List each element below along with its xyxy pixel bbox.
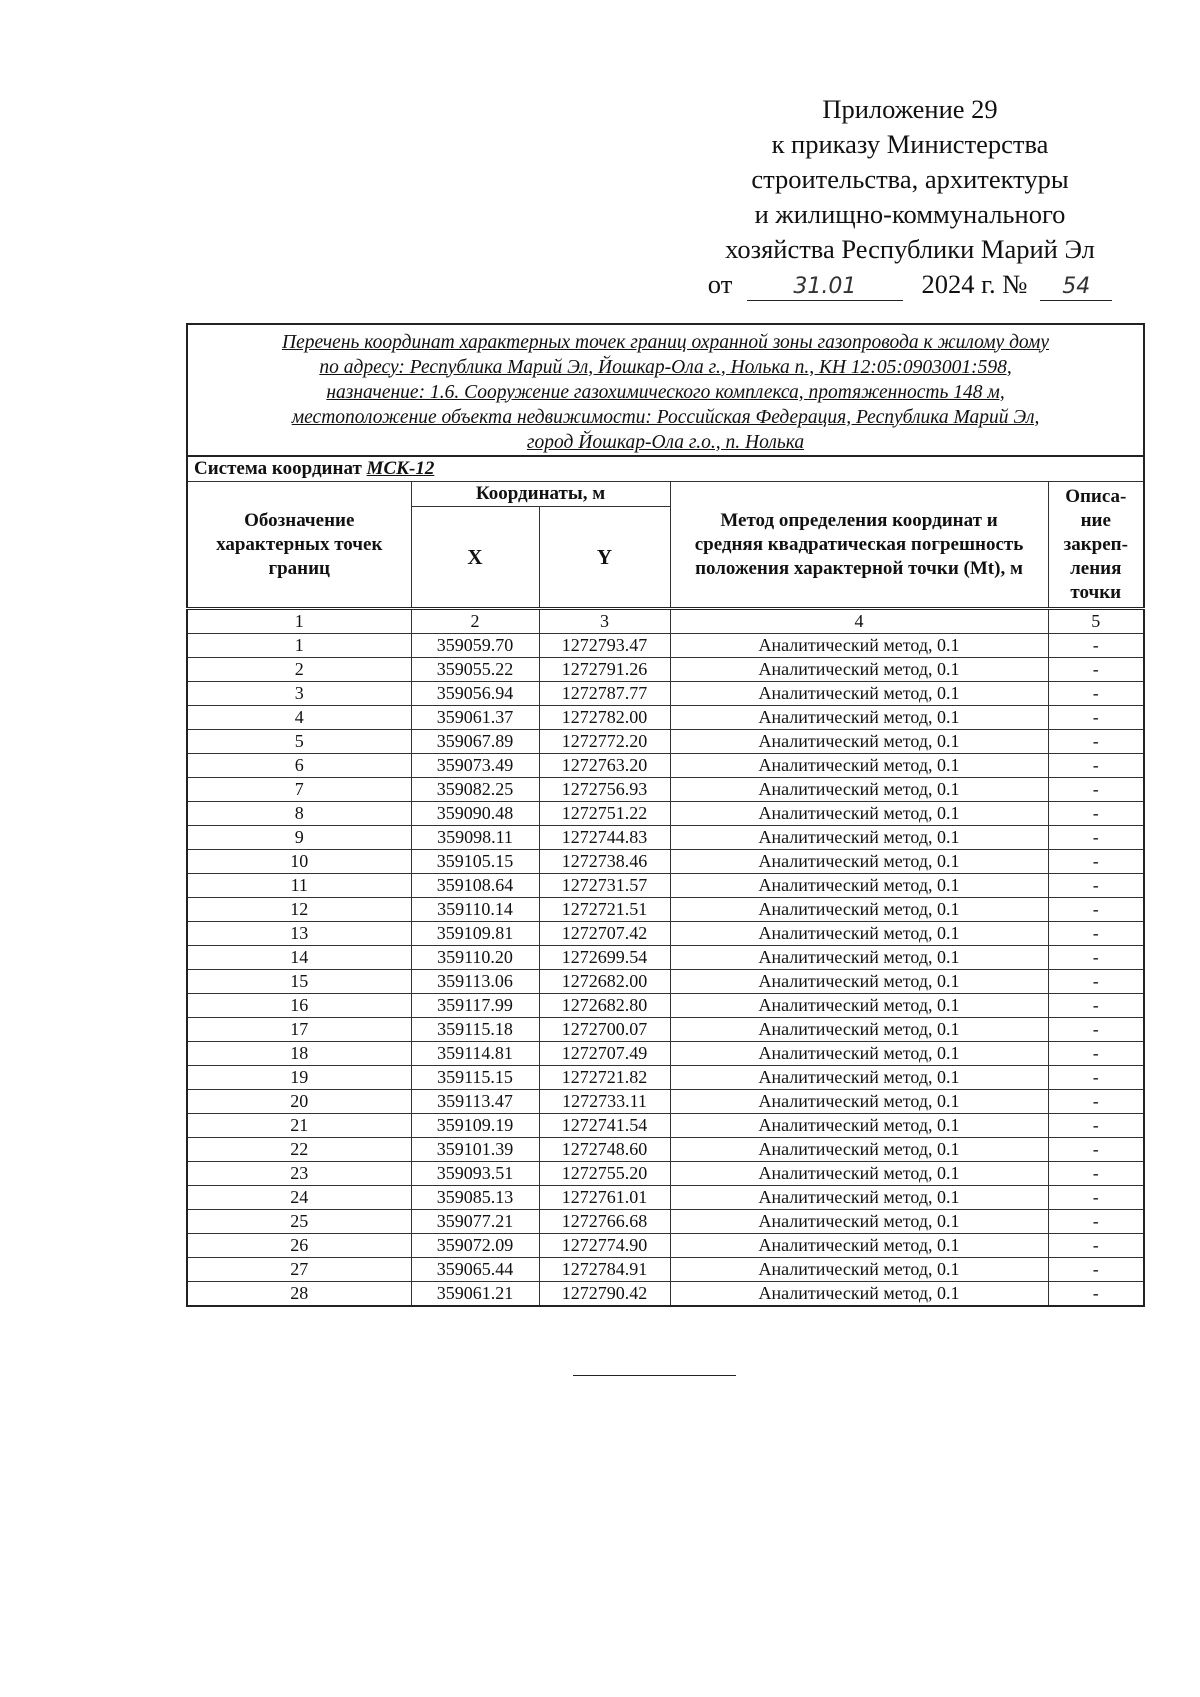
description-cell: -: [1048, 1114, 1144, 1138]
header-line: строительства, архитектуры: [751, 164, 1069, 194]
table-row: [187, 898, 1144, 922]
method-cell: Аналитический метод, 0.1: [670, 1210, 1048, 1234]
y-coordinate-cell: 1272744.83: [539, 826, 670, 850]
point-number-cell: 21: [187, 1114, 411, 1138]
x-coordinate-cell: 359077.21: [411, 1210, 539, 1234]
point-number-cell: 13: [187, 922, 411, 946]
header-line: к приказу Министерства: [771, 129, 1049, 159]
description-cell: -: [1048, 1138, 1144, 1162]
method-cell: Аналитический метод, 0.1: [670, 922, 1048, 946]
column-number: 4: [670, 609, 1048, 634]
point-number-cell: 17: [187, 1018, 411, 1042]
table-row: [187, 634, 1144, 658]
description-cell: -: [1048, 1042, 1144, 1066]
date-prefix: от: [707, 269, 733, 299]
y-coordinate-cell: 1272751.22: [539, 802, 670, 826]
year-number-label: 2024 г. №: [921, 269, 1028, 299]
point-number-cell: 11: [187, 874, 411, 898]
method-cell: Аналитический метод, 0.1: [670, 1162, 1048, 1186]
method-cell: Аналитический метод, 0.1: [670, 634, 1048, 658]
x-coordinate-cell: 359114.81: [411, 1042, 539, 1066]
description-cell: -: [1048, 922, 1144, 946]
y-coordinate-cell: 1272741.54: [539, 1114, 670, 1138]
y-coordinate-cell: 1272784.91: [539, 1258, 670, 1282]
point-number-cell: 7: [187, 778, 411, 802]
header-description: Описа-ние закреп-ления точки: [1048, 482, 1144, 609]
table-row: [187, 1114, 1144, 1138]
method-cell: Аналитический метод, 0.1: [670, 1066, 1048, 1090]
method-cell: Аналитический метод, 0.1: [670, 1282, 1048, 1307]
x-coordinate-cell: 359117.99: [411, 994, 539, 1018]
y-coordinate-cell: 1272707.42: [539, 922, 670, 946]
x-coordinate-cell: 359101.39: [411, 1138, 539, 1162]
description-cell: -: [1048, 706, 1144, 730]
coordinate-system-value: МСК-12: [366, 458, 435, 479]
x-coordinate-cell: 359061.37: [411, 706, 539, 730]
point-number-cell: 20: [187, 1090, 411, 1114]
method-cell: Аналитический метод, 0.1: [670, 850, 1048, 874]
x-coordinate-cell: 359105.15: [411, 850, 539, 874]
point-number-cell: 28: [187, 1282, 411, 1307]
column-number-row: [187, 609, 1144, 634]
description-cell: -: [1048, 1210, 1144, 1234]
end-rule: [573, 1375, 736, 1376]
table-row: [187, 1162, 1144, 1186]
point-number-cell: 18: [187, 1042, 411, 1066]
method-cell: Аналитический метод, 0.1: [670, 1042, 1048, 1066]
description-cell: -: [1048, 754, 1144, 778]
x-coordinate-cell: 359056.94: [411, 682, 539, 706]
method-cell: Аналитический метод, 0.1: [670, 778, 1048, 802]
table-row: [187, 1282, 1144, 1307]
method-cell: Аналитический метод, 0.1: [670, 946, 1048, 970]
point-number-cell: 8: [187, 802, 411, 826]
description-cell: -: [1048, 970, 1144, 994]
description-cell: -: [1048, 1234, 1144, 1258]
column-number: 3: [539, 609, 670, 634]
description-cell: -: [1048, 1018, 1144, 1042]
table-row: [187, 994, 1144, 1018]
point-number-cell: 15: [187, 970, 411, 994]
table-row: [187, 946, 1144, 970]
description-cell: -: [1048, 1258, 1144, 1282]
y-coordinate-cell: 1272787.77: [539, 682, 670, 706]
method-cell: Аналитический метод, 0.1: [670, 1090, 1048, 1114]
method-cell: Аналитический метод, 0.1: [670, 994, 1048, 1018]
point-number-cell: 19: [187, 1066, 411, 1090]
description-cell: -: [1048, 730, 1144, 754]
table-row: [187, 802, 1144, 826]
x-coordinate-cell: 359067.89: [411, 730, 539, 754]
y-coordinate-cell: 1272682.00: [539, 970, 670, 994]
y-coordinate-cell: 1272761.01: [539, 1186, 670, 1210]
x-coordinate-cell: 359109.81: [411, 922, 539, 946]
y-coordinate-cell: 1272731.57: [539, 874, 670, 898]
description-cell: -: [1048, 1186, 1144, 1210]
header-line: Приложение 29: [822, 94, 998, 124]
table-row: [187, 1234, 1144, 1258]
table-row: [187, 1042, 1144, 1066]
table-row: [187, 682, 1144, 706]
x-coordinate-cell: 359061.21: [411, 1282, 539, 1307]
point-number-cell: 1: [187, 634, 411, 658]
coordinate-system-row: [187, 456, 1144, 482]
point-number-cell: 14: [187, 946, 411, 970]
description-cell: -: [1048, 778, 1144, 802]
y-coordinate-cell: 1272738.46: [539, 850, 670, 874]
y-coordinate-cell: 1272748.60: [539, 1138, 670, 1162]
method-cell: Аналитический метод, 0.1: [670, 970, 1048, 994]
x-coordinate-cell: 359110.20: [411, 946, 539, 970]
description-cell: -: [1048, 946, 1144, 970]
point-number-cell: 23: [187, 1162, 411, 1186]
x-coordinate-cell: 359115.15: [411, 1066, 539, 1090]
title-line: Перечень координат характерных точек границ охранной зоны газопровода к жилому дому: [281, 331, 1050, 353]
description-cell: -: [1048, 682, 1144, 706]
header-x: X: [411, 507, 539, 609]
description-cell: -: [1048, 1282, 1144, 1307]
method-cell: Аналитический метод, 0.1: [670, 1234, 1048, 1258]
table-row: [187, 874, 1144, 898]
title-line: назначение: 1.6. Сооружение газохимического комплекса, протяженность 148 м,: [326, 381, 1005, 403]
point-number-cell: 6: [187, 754, 411, 778]
description-cell: -: [1048, 1090, 1144, 1114]
method-cell: Аналитический метод, 0.1: [670, 658, 1048, 682]
y-coordinate-cell: 1272791.26: [539, 658, 670, 682]
title-line: город Йошкар-Ола г.о., п. Нолька: [526, 431, 805, 453]
y-coordinate-cell: 1272721.51: [539, 898, 670, 922]
x-coordinate-cell: 359098.11: [411, 826, 539, 850]
table-row: [187, 730, 1144, 754]
y-coordinate-cell: 1272756.93: [539, 778, 670, 802]
y-coordinate-cell: 1272763.20: [539, 754, 670, 778]
x-coordinate-cell: 359059.70: [411, 634, 539, 658]
table-row: [187, 1210, 1144, 1234]
x-coordinate-cell: 359082.25: [411, 778, 539, 802]
order-date-line: [700, 267, 1120, 302]
appendix-header: [700, 92, 1120, 302]
point-number-cell: 2: [187, 658, 411, 682]
description-cell: -: [1048, 1066, 1144, 1090]
y-coordinate-cell: 1272782.00: [539, 706, 670, 730]
table-row: [187, 850, 1144, 874]
method-cell: Аналитический метод, 0.1: [670, 874, 1048, 898]
method-cell: Аналитический метод, 0.1: [670, 706, 1048, 730]
x-coordinate-cell: 359093.51: [411, 1162, 539, 1186]
y-coordinate-cell: 1272733.11: [539, 1090, 670, 1114]
y-coordinate-cell: 1272790.42: [539, 1282, 670, 1307]
column-number: 1: [187, 609, 411, 634]
x-coordinate-cell: 359113.47: [411, 1090, 539, 1114]
method-cell: Аналитический метод, 0.1: [670, 682, 1048, 706]
x-coordinate-cell: 359108.64: [411, 874, 539, 898]
description-cell: -: [1048, 994, 1144, 1018]
point-number-cell: 22: [187, 1138, 411, 1162]
method-cell: Аналитический метод, 0.1: [670, 1258, 1048, 1282]
table-row: [187, 1186, 1144, 1210]
method-cell: Аналитический метод, 0.1: [670, 802, 1048, 826]
table-row: [187, 826, 1144, 850]
table-row: [187, 754, 1144, 778]
header-y: Y: [539, 507, 670, 609]
column-number: 2: [411, 609, 539, 634]
table-row: [187, 1066, 1144, 1090]
header-method: Метод определения координат и средняя квадратическая погрешность положения характерной точки (Mt), м: [670, 482, 1048, 609]
point-number-cell: 25: [187, 1210, 411, 1234]
x-coordinate-cell: 359065.44: [411, 1258, 539, 1282]
handwritten-number: 54: [1040, 274, 1112, 301]
method-cell: Аналитический метод, 0.1: [670, 826, 1048, 850]
point-number-cell: 12: [187, 898, 411, 922]
description-cell: -: [1048, 898, 1144, 922]
x-coordinate-cell: 359090.48: [411, 802, 539, 826]
method-cell: Аналитический метод, 0.1: [670, 1186, 1048, 1210]
table-row: [187, 1090, 1144, 1114]
description-cell: -: [1048, 826, 1144, 850]
point-number-cell: 10: [187, 850, 411, 874]
method-cell: Аналитический метод, 0.1: [670, 898, 1048, 922]
table-title: [187, 324, 1144, 456]
description-cell: -: [1048, 850, 1144, 874]
x-coordinate-cell: 359109.19: [411, 1114, 539, 1138]
table-row: [187, 1258, 1144, 1282]
handwritten-date: 31.01: [747, 274, 903, 301]
table-row: [187, 922, 1144, 946]
x-coordinate-cell: 359072.09: [411, 1234, 539, 1258]
x-coordinate-cell: 359113.06: [411, 970, 539, 994]
y-coordinate-cell: 1272721.82: [539, 1066, 670, 1090]
description-cell: -: [1048, 658, 1144, 682]
header-line: и жилищно-коммунального: [754, 199, 1066, 229]
point-number-cell: 26: [187, 1234, 411, 1258]
method-cell: Аналитический метод, 0.1: [670, 754, 1048, 778]
point-number-cell: 27: [187, 1258, 411, 1282]
point-number-cell: 24: [187, 1186, 411, 1210]
table-row: [187, 778, 1144, 802]
coordinates-table: [186, 323, 1145, 1307]
point-number-cell: 3: [187, 682, 411, 706]
header-line: хозяйства Республики Марий Эл: [725, 234, 1095, 264]
table-row: [187, 1018, 1144, 1042]
table-row: [187, 706, 1144, 730]
method-cell: Аналитический метод, 0.1: [670, 1018, 1048, 1042]
y-coordinate-cell: 1272682.80: [539, 994, 670, 1018]
table-row: [187, 970, 1144, 994]
y-coordinate-cell: 1272699.54: [539, 946, 670, 970]
x-coordinate-cell: 359110.14: [411, 898, 539, 922]
method-cell: Аналитический метод, 0.1: [670, 1114, 1048, 1138]
x-coordinate-cell: 359085.13: [411, 1186, 539, 1210]
table-row: [187, 658, 1144, 682]
y-coordinate-cell: 1272772.20: [539, 730, 670, 754]
method-cell: Аналитический метод, 0.1: [670, 730, 1048, 754]
description-cell: -: [1048, 634, 1144, 658]
header-coordinates: Координаты, м: [411, 482, 670, 507]
x-coordinate-cell: 359115.18: [411, 1018, 539, 1042]
table-row: [187, 1138, 1144, 1162]
method-cell: Аналитический метод, 0.1: [670, 1138, 1048, 1162]
point-number-cell: 4: [187, 706, 411, 730]
coordinate-system-label: Система координат: [194, 458, 362, 479]
description-cell: -: [1048, 802, 1144, 826]
header-designation: Обозначение характерных точек границ: [187, 482, 411, 609]
y-coordinate-cell: 1272755.20: [539, 1162, 670, 1186]
title-line: местоположение объекта недвижимости: Российская Федерация, Республика Марий Эл,: [291, 406, 1040, 428]
y-coordinate-cell: 1272707.49: [539, 1042, 670, 1066]
description-cell: -: [1048, 1162, 1144, 1186]
y-coordinate-cell: 1272774.90: [539, 1234, 670, 1258]
title-line: по адресу: Республика Марий Эл, Йошкар-Ола г., Нолька п., КН 12:05:0903001:598,: [319, 356, 1012, 378]
description-cell: -: [1048, 874, 1144, 898]
point-number-cell: 5: [187, 730, 411, 754]
y-coordinate-cell: 1272700.07: [539, 1018, 670, 1042]
y-coordinate-cell: 1272766.68: [539, 1210, 670, 1234]
y-coordinate-cell: 1272793.47: [539, 634, 670, 658]
point-number-cell: 16: [187, 994, 411, 1018]
column-number: 5: [1048, 609, 1144, 634]
x-coordinate-cell: 359055.22: [411, 658, 539, 682]
point-number-cell: 9: [187, 826, 411, 850]
x-coordinate-cell: 359073.49: [411, 754, 539, 778]
